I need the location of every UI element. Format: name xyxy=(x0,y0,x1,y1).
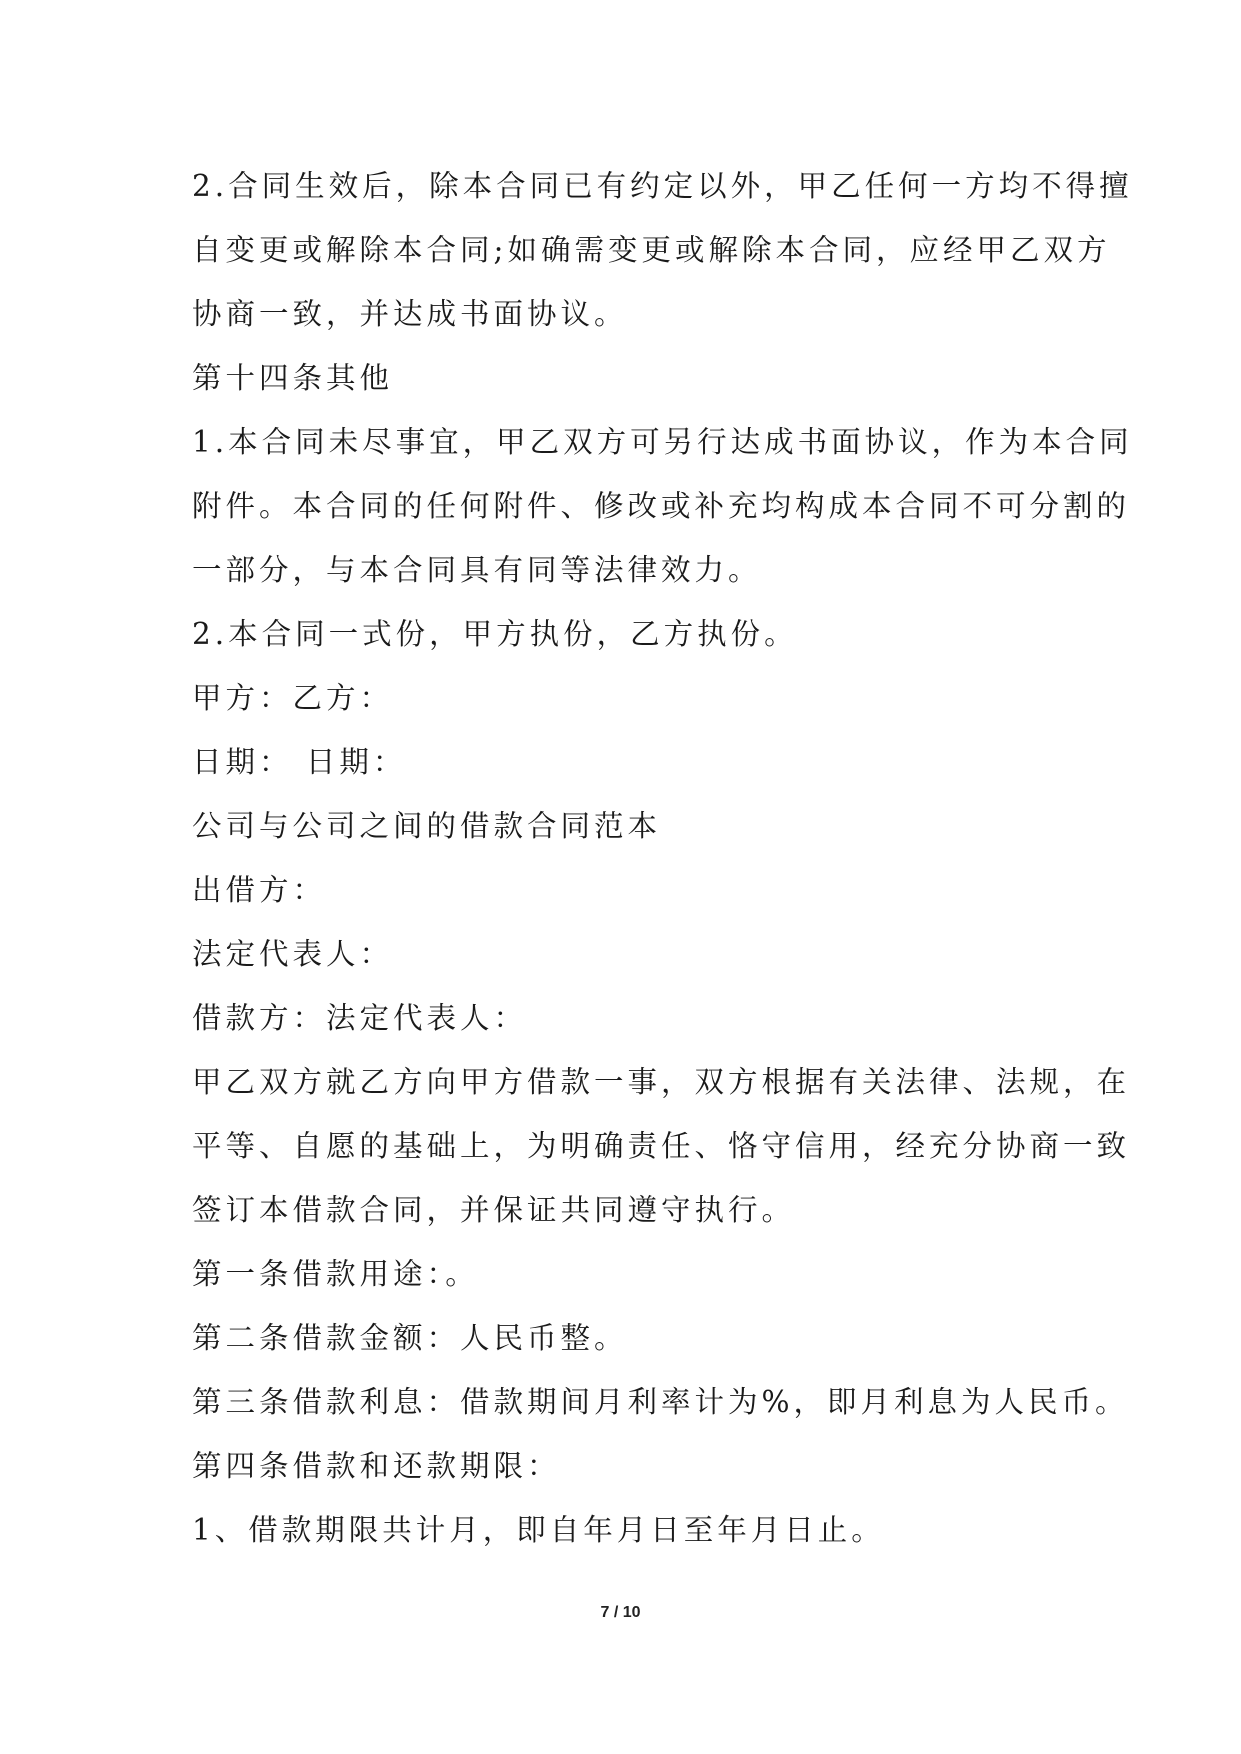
contract-title: 公司与公司之间的借款合同范本 xyxy=(192,809,662,843)
text-line: 附件。本合同的任何附件、修改或补充均构成本合同不可分割的 xyxy=(192,489,1131,523)
signature-dates: 日期： 日期： xyxy=(192,745,407,779)
page-number: 7 / 10 xyxy=(600,1604,641,1621)
text-line: 1.本合同未尽事宜，甲乙双方可另行达成书面协议，作为本合同 xyxy=(192,425,1133,459)
article-line: 第二条借款金额：人民币整。 xyxy=(192,1321,628,1355)
document-body xyxy=(192,154,1133,1562)
section-heading: 第十四条其他 xyxy=(192,361,394,395)
text-line: 自变更或解除本合同;如确需变更或解除本合同，应经甲乙双方 xyxy=(192,233,1111,267)
text-line: 1、借款期限共计月，即自年月日至年月日止。 xyxy=(192,1513,885,1547)
text-line: 一部分，与本合同具有同等法律效力。 xyxy=(192,553,762,587)
article-line: 第四条借款和还款期限： xyxy=(192,1449,561,1483)
borrower-field: 借款方：法定代表人： xyxy=(192,1001,528,1035)
text-line: 协商一致，并达成书面协议。 xyxy=(192,297,628,331)
legal-representative-field: 法定代表人： xyxy=(192,937,394,971)
text-line: 签订本借款合同，并保证共同遵守执行。 xyxy=(192,1193,796,1227)
lender-field: 出借方： xyxy=(192,873,327,907)
article-line: 第一条借款用途：。 xyxy=(192,1257,479,1291)
text-line: 甲乙双方就乙方向甲方借款一事，双方根据有关法律、法规，在 xyxy=(192,1065,1131,1099)
text-line: 平等、自愿的基础上，为明确责任、恪守信用，经充分协商一致 xyxy=(192,1129,1131,1163)
text-line: 2.本合同一式份，甲方执份，乙方执份。 xyxy=(192,617,798,651)
article-line: 第三条借款利息：借款期间月利率计为%，即月利息为人民币。 xyxy=(192,1385,1129,1419)
text-line: 2.合同生效后，除本合同已有约定以外，甲乙任何一方均不得擅 xyxy=(192,169,1133,203)
signature-parties: 甲方：乙方： xyxy=(192,681,394,715)
